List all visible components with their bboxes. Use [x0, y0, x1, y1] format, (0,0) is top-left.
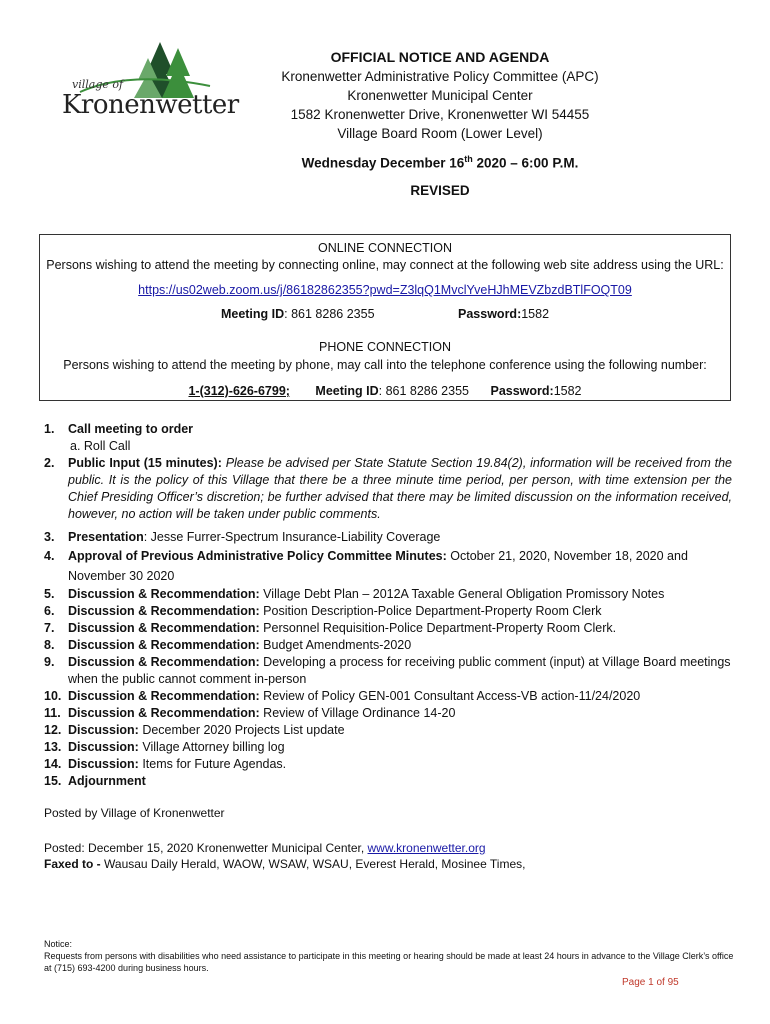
logo-wordmark: Kronenwetter: [62, 90, 239, 120]
revised-label: REVISED: [410, 182, 470, 198]
phone-number: 1-(312)-626-6799;: [188, 384, 290, 398]
agenda-item: 8. Discussion & Recommendation: Budget Amendments-2020: [44, 638, 412, 652]
village-logo: [60, 40, 239, 130]
agenda-header: [200, 48, 680, 200]
website-link[interactable]: www.kronenwetter.org: [367, 841, 486, 855]
agenda-item: 7. Discussion & Recommendation: Personnel Requisition-Police Department-Property Room Clerk.: [44, 621, 617, 635]
agenda-subitem: a. Roll Call: [70, 439, 131, 453]
phone-ids: 1-(312)-626-6799; Meeting ID: 861 8286 2355 Password:1582: [188, 384, 582, 398]
agenda-item: 5. Discussion & Recommendation: Village Debt Plan – 2012A Taxable General Obligation Promissory Notes: [44, 587, 665, 601]
agenda-item: 10. Discussion & Recommendation: Review of Policy GEN-001 Consultant Access-VB action-11/24/2020: [44, 689, 641, 703]
agenda-list: [44, 421, 732, 790]
agenda-item: 2. Public Input (15 minutes): Please be advised per State Statute Section 19.84(2), information will be received from the public. It is the policy of this Village that there be a three minute time period, per person, with time extension per the Chief Presiding Officer’s discretion; be further advised that there may be limited discussion on the information received, however, no action will be taken under public comments.: [44, 456, 732, 521]
agenda-item: 9. Discussion & Recommendation: Developing a process for receiving public comment (input) at Village Board meetings when the public cannot comment in-person: [44, 655, 731, 686]
agenda-item: 1. Call meeting to order: [44, 422, 194, 436]
zoom-url-link[interactable]: https://us02web.zoom.us/j/86182862355?pwd=Z3lqQ1MvclYveHJhMEVZbzdBTlFOQT09: [138, 283, 632, 297]
agenda-item: 6. Discussion & Recommendation: Position Description-Police Department-Property Room Clerk: [44, 604, 602, 618]
venue-address: 1582 Kronenwetter Drive, Kronenwetter WI 54455: [290, 107, 590, 122]
accessibility-notice: Notice: Requests from persons with disabilities who need assistance to participate in this meeting or hearing should be made at least 24 hours in advance to the Village Clerk’s office at (715) 693-4200 during business hours.: [44, 939, 734, 973]
venue-room: Village Board Room (Lower Level): [337, 126, 543, 141]
page-number: Page 1 of 95: [622, 977, 679, 988]
online-text: Persons wishing to attend the meeting by connecting online, may connect at the following web site address using the URL:: [46, 258, 724, 272]
posted-by: Posted by Village of Kronenwetter: [44, 806, 225, 820]
logo-small-text: village of: [72, 78, 124, 91]
online-heading: ONLINE CONNECTION: [317, 241, 453, 255]
phone-text: Persons wishing to attend the meeting by phone, may call into the telephone conference using the following number:: [63, 358, 707, 372]
posting-info: Posted: December 15, 2020 Kronenwetter Municipal Center, www.kronenwetter.org Faxed to - Wausau Daily Herald, WAOW, WSAW, WSAU, Everest Herald, Mosinee Times,: [44, 841, 526, 871]
meeting-date: Wednesday December 16th 2020 – 6:00 P.M.: [301, 154, 579, 171]
phone-heading: PHONE CONNECTION: [319, 340, 451, 354]
agenda-item: 3. Presentation: Jesse Furrer-Spectrum Insurance-Liability Coverage: [44, 530, 441, 544]
venue-name: Kronenwetter Municipal Center: [347, 88, 533, 103]
agenda-item: 14. Discussion: Items for Future Agendas.: [44, 757, 287, 771]
agenda-item: 13. Discussion: Village Attorney billing log: [44, 740, 285, 754]
agenda-item: 15. Adjournment: [44, 774, 146, 788]
agenda-item: 11. Discussion & Recommendation: Review of Village Ordinance 14-20: [44, 706, 456, 720]
committee-name: Kronenwetter Administrative Policy Committee (APC): [281, 69, 599, 84]
connection-box: [39, 234, 731, 401]
agenda-item: 4. Approval of Previous Administrative Policy Committee Minutes: October 21, 2020, November 18, 2020 and November 30 2020: [44, 549, 688, 583]
online-ids: Meeting ID: 861 8286 2355 Password:1582: [220, 307, 550, 321]
page-title: OFFICIAL NOTICE AND AGENDA: [330, 49, 550, 65]
agenda-item: 12. Discussion: December 2020 Projects List update: [44, 723, 345, 737]
